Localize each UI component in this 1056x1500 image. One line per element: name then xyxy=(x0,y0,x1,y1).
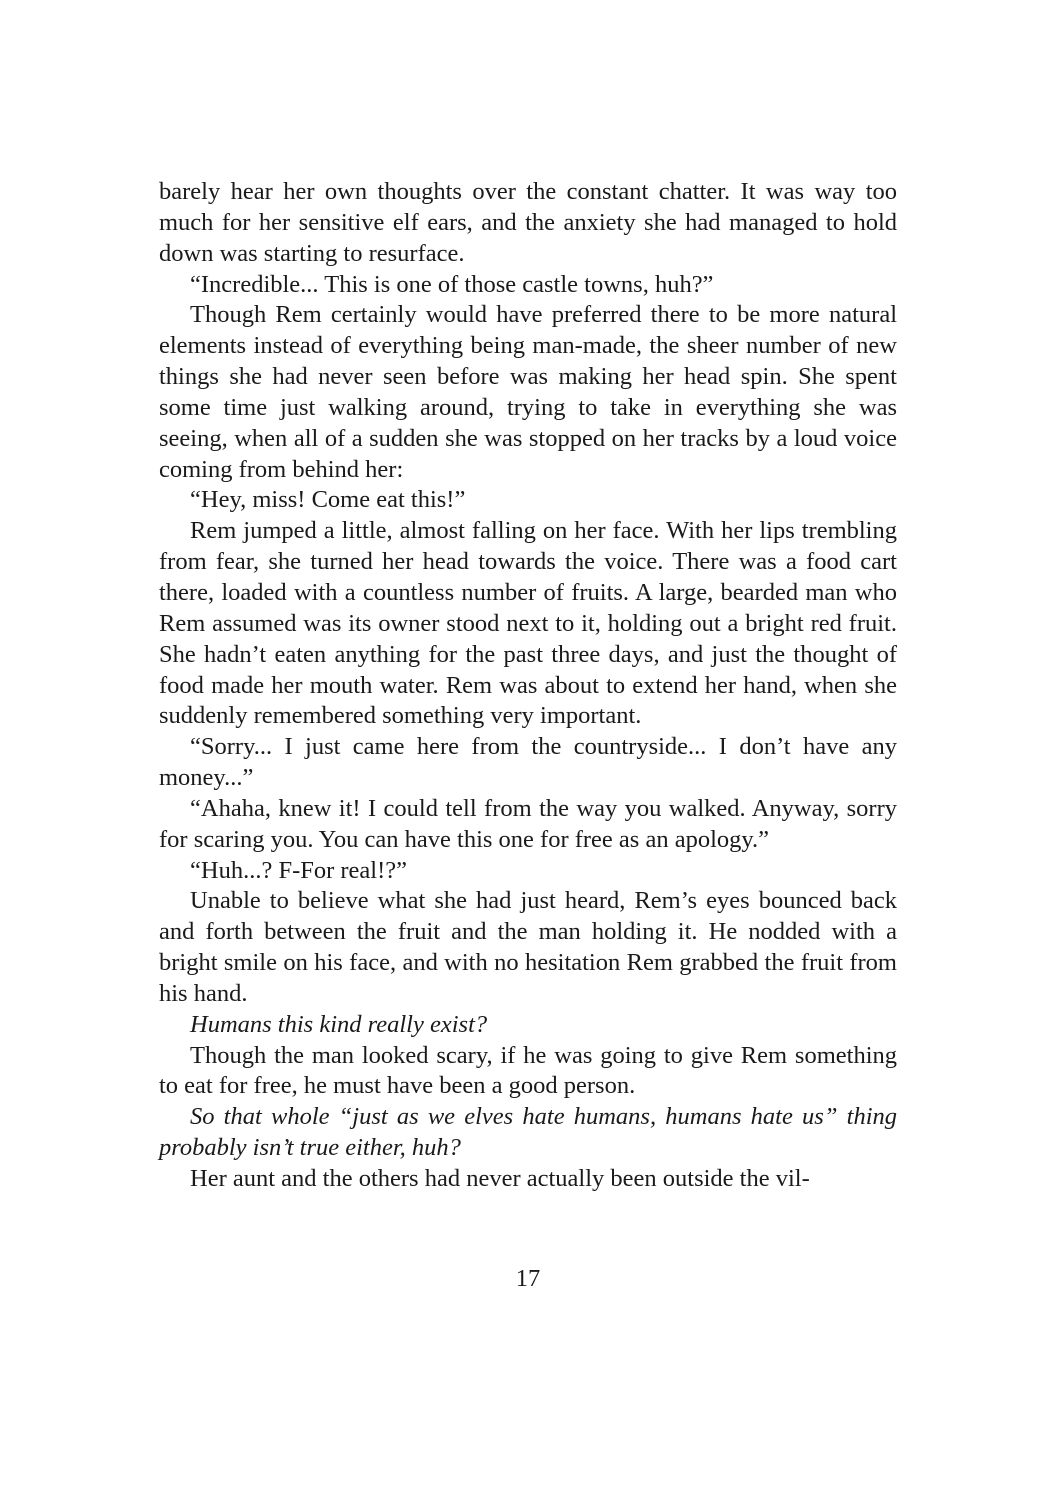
page-number: 17 xyxy=(515,1265,541,1292)
paragraph-1: barely hear her own thoughts over the constant chatter. It was way too much for her sensitive elf ears, and the anxiety she had managed to hold down was starting to resurface. xyxy=(159,178,897,267)
paragraph-12-thought: So that whole “just as we elves hate humans, humans hate us” thing probably isn’t true either, huh? xyxy=(159,1103,897,1162)
paragraph-4: “Hey, miss! Come eat this!” xyxy=(190,486,466,514)
body-text xyxy=(159,177,897,1195)
paragraph-11: Though the man looked scary, if he was going to give Rem something to eat for free, he must have been a good person. xyxy=(159,1041,897,1100)
paragraph-6: “Sorry... I just came here from the countryside... I don’t have any money...” xyxy=(159,733,897,792)
paragraph-7: “Ahaha, knew it! I could tell from the way you walked. Anyway, sorry for scaring you. You can have this one for free as an apology.” xyxy=(159,794,897,853)
paragraph-9: Unable to believe what she had just heard, Rem’s eyes bounced back and forth between the fruit and the man holding it. He nodded with a bright smile on his face, and with no hesitation Rem grabbed the fruit from his hand. xyxy=(159,887,897,1007)
paragraph-10-thought: Humans this kind really exist? xyxy=(190,1010,488,1038)
paragraph-5: Rem jumped a little, almost falling on her face. With her lips trembling from fear, she turned her head towards the voice. There was a food cart there, loaded with a countless number of fruits. A large, bearded man who Rem assumed was its owner stood next to it, holding out a bright red fruit. She hadn’t eaten anything for the past three days, and just the thought of food made her mouth water. Rem was about to extend her hand, when she suddenly remembered something very important. xyxy=(159,517,897,730)
paragraph-8: “Huh...? F-For real!?” xyxy=(190,856,408,884)
paragraph-13: Her aunt and the others had never actually been outside the vil- xyxy=(190,1165,810,1192)
paragraph-2: “Incredible... This is one of those castle towns, huh?” xyxy=(190,270,714,298)
paragraph-3: Though Rem certainly would have preferred there to be more natural elements instead of everything being man-made, the sheer number of new things she had never seen before was making her head spin. She spent some time just walking around, trying to take in everything she was seeing, when all of a sudden she was stopped on her tracks by a loud voice coming from behind her: xyxy=(159,301,897,483)
